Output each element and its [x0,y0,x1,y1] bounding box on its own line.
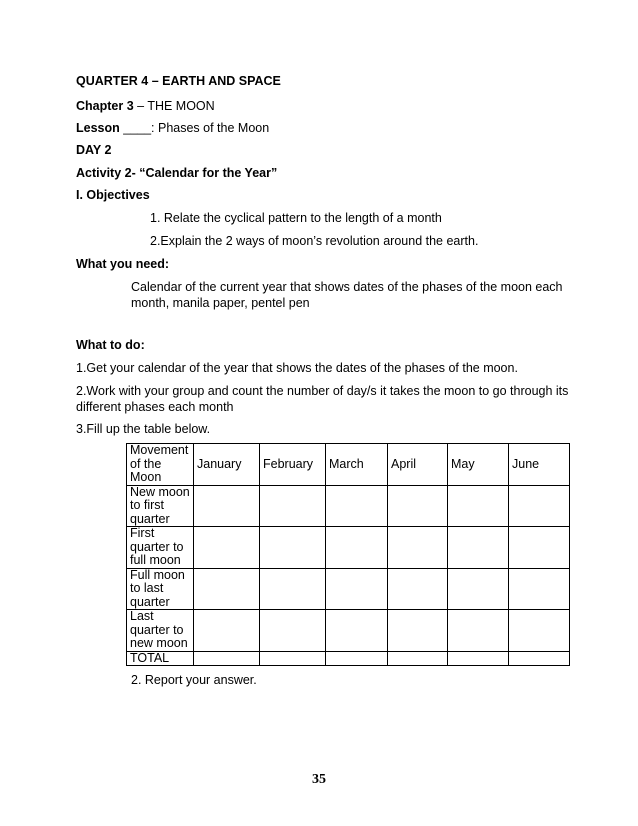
table-cell[interactable] [509,527,570,569]
quarter-title: QUARTER 4 – EARTH AND SPACE [76,74,281,88]
table-cell[interactable] [448,527,509,569]
table-cell[interactable] [509,610,570,652]
header-cell-march: March [326,444,388,486]
row-label: First quarter to full moon [127,527,194,569]
table-cell[interactable] [388,610,448,652]
table-cell[interactable] [260,527,326,569]
header-cell-may: May [448,444,509,486]
objective-item-2: 2.Explain the 2 ways of moon’s revolution around the earth. [150,234,479,248]
table-cell[interactable] [509,485,570,527]
table-cell[interactable] [326,485,388,527]
report-instruction: 2. Report your answer. [131,673,257,687]
table-cell[interactable] [194,568,260,610]
table-cell[interactable] [388,527,448,569]
table-cell[interactable] [326,568,388,610]
table-cell[interactable] [388,485,448,527]
lesson-text: ____: Phases of the Moon [119,121,270,135]
row-label: Last quarter to new moon [127,610,194,652]
table-header-row [127,444,570,486]
row-label: Full moon to last quarter [127,568,194,610]
day-label: DAY 2 [76,143,112,157]
table-row [127,610,570,652]
table-total-row [127,651,570,666]
table-row [127,527,570,569]
table-row [127,485,570,527]
what-you-need-heading: What you need: [76,257,170,271]
materials-text [131,279,563,311]
step-2-line-2: different phases each month [76,400,234,414]
activity-title: Activity 2- “Calendar for the Year” [76,166,278,180]
table-cell[interactable] [388,651,448,666]
step-3: 3.Fill up the table below. [76,422,211,436]
page-number: 35 [312,772,326,787]
table-cell[interactable] [194,651,260,666]
lesson-label: Lesson [76,121,120,135]
table-cell[interactable] [260,610,326,652]
step-2-line-1: 2.Work with your group and count the number of day/s it takes the moon to go through its [76,384,569,398]
header-cell-january: January [194,444,260,486]
objective-item-1: 1. Relate the cyclical pattern to the length of a month [150,211,442,225]
table-cell[interactable] [260,485,326,527]
table-cell[interactable] [448,651,509,666]
header-cell-february: February [260,444,326,486]
table-cell[interactable] [448,485,509,527]
table-cell[interactable] [509,651,570,666]
table-cell[interactable] [326,610,388,652]
table-cell[interactable] [260,568,326,610]
table-cell[interactable] [326,651,388,666]
what-to-do-heading: What to do: [76,338,145,352]
table-cell[interactable] [448,568,509,610]
step-1: 1.Get your calendar of the year that shows the dates of the phases of the moon. [76,361,518,375]
header-cell-april: April [388,444,448,486]
table-cell[interactable] [194,485,260,527]
header-cell-movement: Movement of the Moon [127,444,194,486]
table-cell[interactable] [448,610,509,652]
moon-phases-table [126,443,570,666]
objectives-heading: I. Objectives [76,188,150,202]
table-cell[interactable] [388,568,448,610]
materials-line-1: Calendar of the current year that shows dates of the phases of the moon each [131,280,563,294]
chapter-text: – THE MOON [133,99,215,113]
materials-line-2: month, manila paper, pentel pen [131,296,310,310]
table-cell[interactable] [194,527,260,569]
total-label: TOTAL [127,651,194,666]
table-row [127,568,570,610]
table-cell[interactable] [260,651,326,666]
table-cell[interactable] [509,568,570,610]
table-cell[interactable] [326,527,388,569]
step-2 [76,383,568,415]
row-label: New moon to first quarter [127,485,194,527]
chapter-line [76,99,215,113]
chapter-label: Chapter 3 [76,99,134,113]
table-cell[interactable] [194,610,260,652]
lesson-line [76,121,269,135]
header-cell-june: June [509,444,570,486]
